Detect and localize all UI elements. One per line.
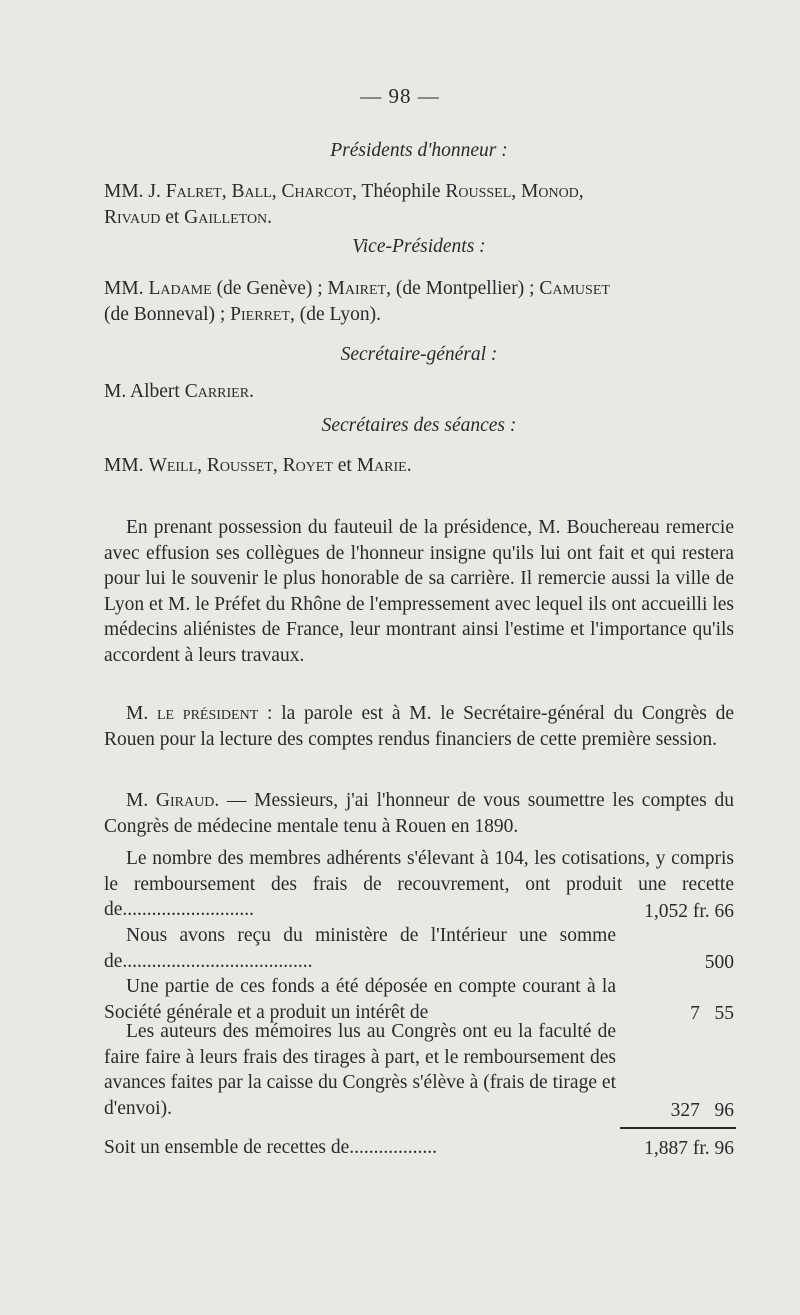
account-amount: 7 55 xyxy=(690,1002,734,1024)
session-secretaries-line: MM. Weill, Rousset, Royet et Marie. xyxy=(104,455,412,476)
vice-presidents-line-2: (de Bonneval) ; Pierret, (de Lyon). xyxy=(104,304,381,325)
account-entry: Le nombre des membres adhérents s'élevant à 104, les cotisations, y compris le remboursement des frais de recouvrement, ont produit une recette de........................... 1,052 fr. 66 xyxy=(104,846,734,924)
secretary-general-line: M. Albert Carrier. xyxy=(104,381,254,402)
paragraph-president-gives-floor: M. le président : la parole est à M. le Secrétaire-général du Congrès de Rouen pour la lecture des comptes rendus financiers de cette première session. xyxy=(104,703,735,750)
total-amount: 1,887 fr. 96 xyxy=(644,1137,734,1159)
paragraph-president-speech: En prenant possession du fauteuil de la présidence, M. Bouchereau remercie avec effusion ses collègues de l'honneur insigne qu'ils lui ont fait et qui restera pour lui le souvenir le plus honorable de sa carrière. Il remercie aussi la ville de Lyon et M. le Préfet du Rhône de l'empressement avec lequel ils ont accueilli les médecins aliénistes de France, leur montrant ainsi l'estime et l'importance qu'ils accordent à leurs travaux. xyxy=(104,517,734,666)
account-amount: 500 xyxy=(704,951,734,973)
page-number: — 98 — xyxy=(360,84,440,108)
honorary-presidents-line-1: MM. J. Falret, Ball, Charcot, Théophile Roussel, Monod, xyxy=(104,181,584,202)
account-amount: 327 96 xyxy=(670,1099,734,1121)
heading-secretary-general: Secrétaire-général : xyxy=(340,344,498,365)
account-entry: Une partie de ces fonds a été déposée en compte courant à la Société générale et a produit un intérêt de 7 55 xyxy=(104,974,734,1026)
heading-session-secretaries: Secrétaires des séances : xyxy=(321,415,517,436)
account-entry: Nous avons reçu du ministère de l'Intérieur une somme de....................................... 500 xyxy=(104,923,734,975)
account-entry: Les auteurs des mémoires lus au Congrès ont eu la faculté de faire faire à leurs frais des tirages à part, et le remboursement des avances faites par la caisse du Congrès s'élève à (frais de tirage et d'envoi). 327 96 xyxy=(104,1019,734,1123)
honorary-presidents-line-2: Rivaud et Gailleton. xyxy=(104,207,273,228)
vice-presidents-line-1: MM. Ladame (de Genève) ; Mairet, (de Montpellier) ; Camuset xyxy=(104,278,610,299)
sum-rule xyxy=(620,1127,736,1129)
heading-honorary-presidents: Présidents d'honneur : xyxy=(330,140,508,161)
account-amount: 1,052 fr. 66 xyxy=(644,900,734,922)
account-total: Soit un ensemble de recettes de.................. 1,887 fr. 96 xyxy=(104,1135,734,1161)
heading-vice-presidents: Vice-Présidents : xyxy=(352,236,486,257)
paragraph-giraud: M. Giraud. — Messieurs, j'ai l'honneur de vous soumettre les comptes du Congrès de médecine mentale tenu à Rouen en 1890. xyxy=(104,790,734,837)
